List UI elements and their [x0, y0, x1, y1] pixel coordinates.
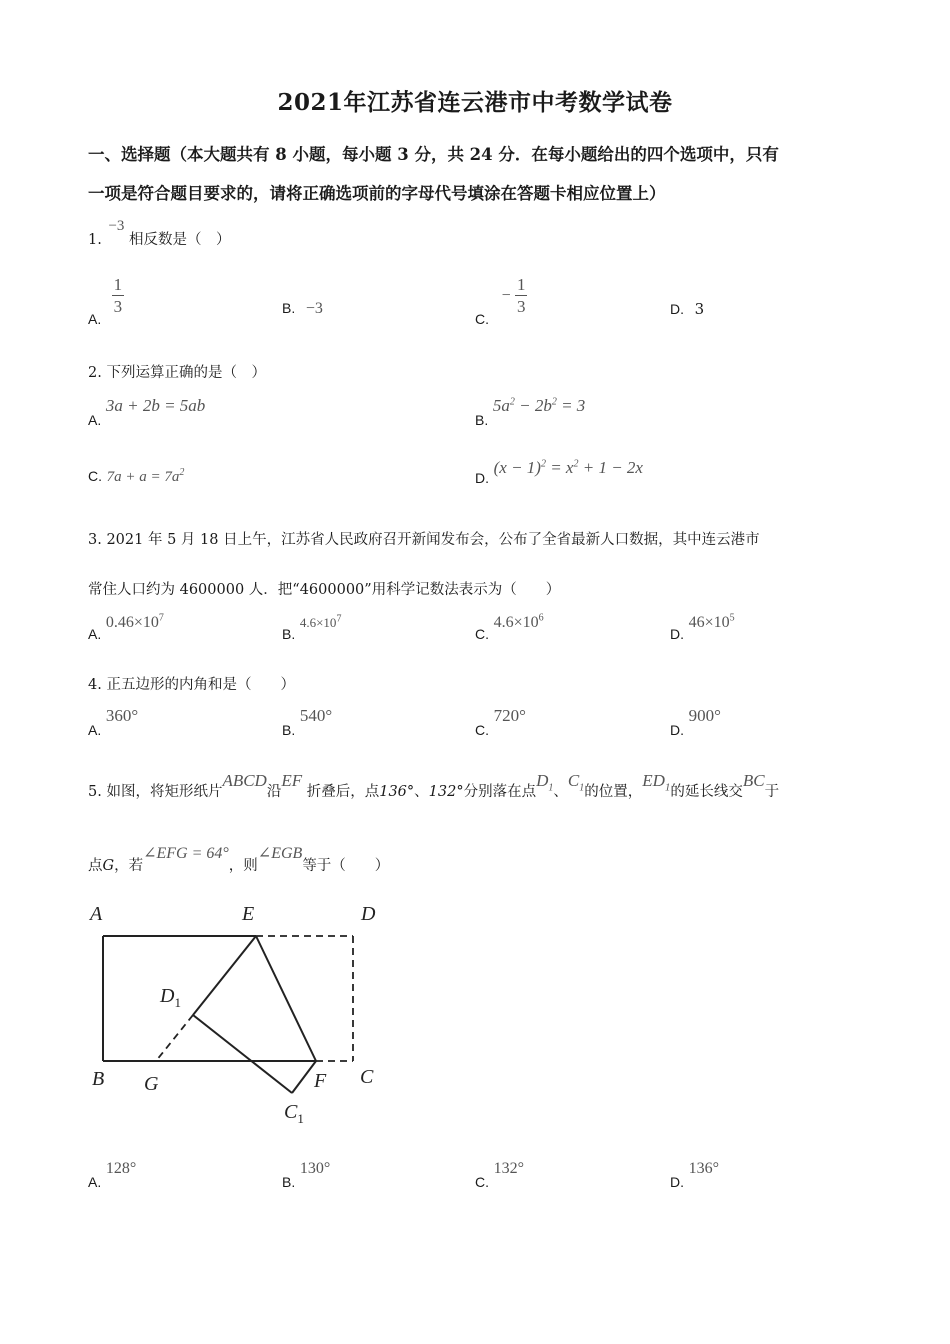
numerator: 1 — [517, 275, 526, 294]
option-letter: A. — [88, 722, 102, 738]
fold-line-ef — [256, 936, 316, 1061]
fraction-one-third — [515, 275, 527, 316]
edge-d1c1 — [193, 1015, 292, 1093]
denominator: 3 — [517, 297, 526, 316]
q2-option-d[interactable] — [475, 458, 643, 486]
option-value: 132° — [493, 1160, 525, 1177]
option-letter: C. — [475, 722, 489, 738]
option-value: $4.6\times 10^6$ — [493, 613, 544, 632]
option-letter: C. — [475, 626, 489, 643]
option-value: 720° — [493, 706, 526, 725]
denominator: 3 — [113, 297, 123, 316]
q1-option-a[interactable] — [88, 275, 124, 327]
option-value: 130° — [299, 1160, 331, 1177]
option-letter: D. — [670, 722, 684, 738]
option-value: −3 — [305, 300, 323, 317]
q3-option-d[interactable] — [670, 613, 735, 643]
option-letter: B. — [282, 300, 296, 316]
option-letter: B. — [475, 412, 489, 428]
option-letter: A. — [88, 626, 102, 643]
q5-option-a[interactable] — [88, 1160, 137, 1190]
label-f: F — [314, 1070, 327, 1092]
minus-sign: − — [501, 286, 511, 304]
option-letter: D. — [670, 1174, 684, 1190]
q5-option-c[interactable] — [475, 1160, 525, 1190]
question-2: 2. 下列运算正确的是（ ） — [88, 365, 266, 381]
edge-c1f — [292, 1061, 316, 1093]
q1-option-c[interactable] — [475, 275, 527, 327]
label-c: C — [360, 1066, 374, 1088]
option-letter: B. — [282, 722, 296, 738]
option-value: 360° — [105, 706, 139, 725]
option-letter: B. — [282, 626, 296, 643]
question-1 — [88, 218, 231, 249]
option-letter: A. — [88, 412, 102, 428]
label-e: E — [242, 903, 255, 925]
option-letter: A. — [88, 310, 102, 327]
option-value: 136° — [688, 1160, 720, 1177]
q2-option-c[interactable] — [88, 467, 184, 486]
option-expression: $7a + a = 7a^2$ — [106, 467, 185, 485]
option-value: $4.6\times 10^7$ — [299, 614, 342, 631]
question-5-line2: 点G，若∠EFG = 64°，则∠EGB等于（ ） — [88, 845, 390, 874]
fraction-bar — [515, 295, 527, 296]
q3-option-c[interactable] — [475, 613, 544, 643]
q4-option-d[interactable] — [670, 706, 721, 738]
option-value: 540° — [299, 706, 333, 725]
q1-text: 相反数是（ ） — [129, 232, 231, 248]
edge-ed1 — [193, 936, 256, 1015]
option-letter: D. — [475, 470, 489, 486]
q2-option-a[interactable] — [88, 396, 206, 428]
q4-option-b[interactable] — [282, 706, 333, 738]
q1-number: 1. — [88, 232, 102, 248]
label-g: G — [144, 1073, 159, 1095]
label-c1: $C_1$ — [284, 1101, 304, 1126]
extension-d1g-dashed — [156, 1015, 193, 1061]
question-3-line1: 3. 2021 年 5 月 18 日上午，江苏省人民政府召开新闻发布会，公布了全省最新人口数据，其中连云港市 — [88, 532, 760, 548]
folding-figure — [86, 896, 396, 1131]
q4-option-c[interactable] — [475, 706, 526, 738]
q4-option-a[interactable] — [88, 706, 139, 738]
option-value: $46\times 10^5$ — [688, 613, 735, 632]
section-heading-line2: 一项是符合题目要求的，请将正确选项前的字母代号填涂在答题卡相应位置上） — [88, 184, 666, 203]
fraction-one-third — [112, 275, 124, 316]
question-5-line1: 5. 如图，将矩形纸片ABCD沿EF 折叠后，点136°、132°分别落在点$D_1$、$C_1$的位置，$ED_1$的延长线交BC于 — [88, 771, 780, 800]
option-letter: A. — [88, 1174, 102, 1190]
fraction-bar — [112, 295, 124, 296]
section-heading-line1: 一、选择题（本大题共有 8 小题，每小题 3 分，共 24 分．在每小题给出的四个选项中，只有 — [88, 145, 779, 164]
q1-option-b[interactable] — [282, 300, 323, 318]
numerator: 1 — [113, 275, 123, 294]
q3-option-b[interactable] — [282, 614, 342, 643]
q1-expression: −3 — [108, 218, 125, 234]
option-letter: C. — [88, 468, 102, 484]
option-value: $0.46\times 10^7$ — [105, 613, 164, 632]
q5-option-b[interactable] — [282, 1160, 331, 1190]
option-letter: B. — [282, 1174, 296, 1190]
q2-option-b[interactable] — [475, 396, 586, 428]
question-4: 4. 正五边形的内角和是（ ） — [88, 677, 295, 693]
option-expression: $5a^2 - 2b^2 = 3$ — [492, 396, 586, 415]
option-letter: C. — [475, 310, 489, 327]
label-d: D — [361, 903, 376, 925]
label-d1: $D_1$ — [160, 985, 181, 1010]
q1-option-d[interactable] — [670, 300, 704, 318]
option-expression: $(x - 1)^2 = x^2 + 1 - 2x$ — [493, 458, 643, 477]
option-letter: D. — [670, 626, 684, 643]
option-letter: D. — [670, 301, 684, 317]
option-expression: 3a + 2b = 5ab — [105, 396, 206, 415]
option-value: 128° — [105, 1160, 137, 1177]
option-value: 3 — [694, 300, 705, 318]
option-value: 900° — [688, 706, 721, 725]
page-title: 2021年江苏省连云港市中考数学试卷 — [277, 89, 673, 116]
q5-option-d[interactable] — [670, 1160, 720, 1190]
label-a: A — [90, 903, 103, 925]
option-letter: C. — [475, 1174, 489, 1190]
question-3-line2: 常住人口约为 4600000 人．把“4600000”用科学记数法表示为（ ） — [88, 582, 561, 598]
q3-option-a[interactable] — [88, 613, 164, 643]
label-b: B — [92, 1068, 105, 1090]
